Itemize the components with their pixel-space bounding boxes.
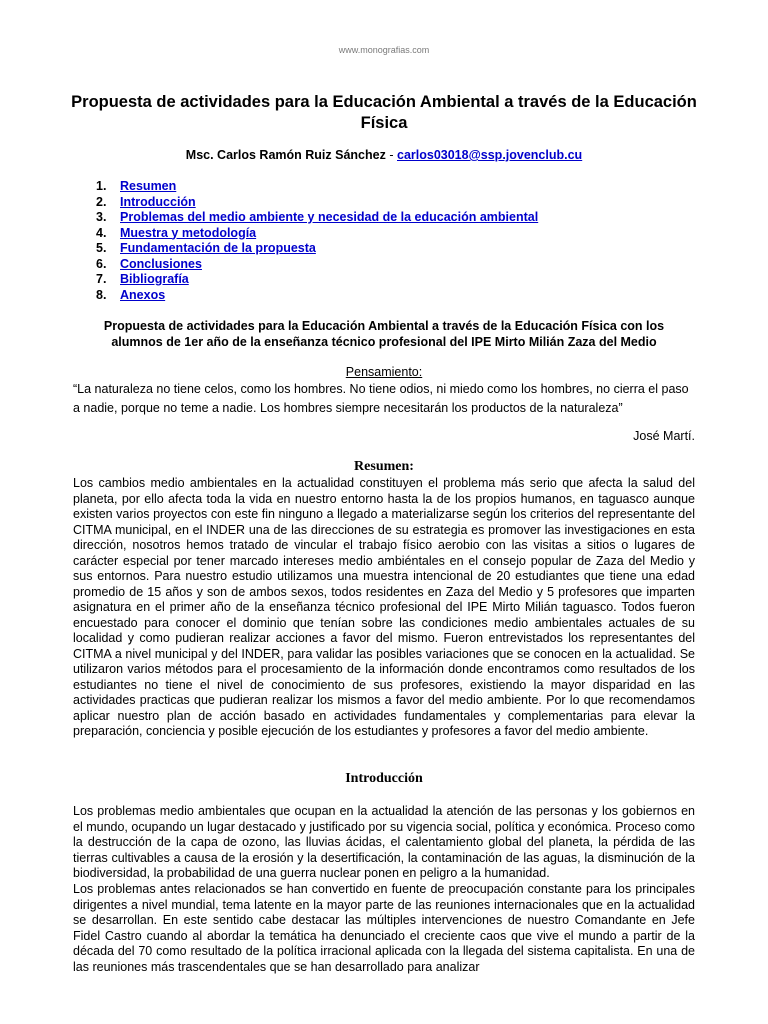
introduccion-heading: Introducción	[345, 771, 423, 786]
author-email-link[interactable]: carlos03018@ssp.jovenclub.cu	[397, 148, 583, 162]
author-separator: -	[389, 148, 394, 162]
toc-number: 3.	[96, 210, 107, 224]
toc-number: 4.	[96, 225, 107, 240]
toc-item-fundamentacion	[96, 241, 538, 257]
introduccion-paragraph-2: Los problemas antes relacionados se han convertido en fuente de preocupación constante para los principales dirigentes a nivel mundial, tema latente en la mayor parte de las reuniones internacionales que en la actualidad se desarrollan. En este sentido cabe destacar las múltiples intervenciones de nuestro Comandante en Jefe Fidel Castro cuando al abordar la temática ha denunciado el creciente caos que vive el mundo a partir de la década del 70 como resultado de la política irracional aplicada con la llegada del sistema capitalista. En una de las reuniones más trascendentales que se han desarrollado para analizar	[73, 882, 695, 974]
resumen-text: Los cambios medio ambientales en la actualidad constituyen el problema más serio que afecta la salud del planeta, por ello afecta toda la vida en nuestro entorno hasta la de los propios humanos, en taguasco aunque existen varios proyectos con este fin ninguno a llegado a materializarse según los criterios del representante del CITMA municipal, en el INDER una de las direcciones de su estrategia es promover las investigaciones en esta dirección, nosotros hemos tratado de vincular el trabajo físico aerobio con las visitas a sitios o lugares de carácter especial por tener marcado intereses medio ambiéntales en el consejo popular de Zaza del Medio y sus entornos. Para nuestro estudio utilizamos una muestra intencional de 20 estudiantes que tiene una edad promedio de 15 años y son de ambos sexos, todos residentes en Zaza del Medio y 5 profesores que imparten asignatura en el primer año de la enseñanza técnico profesional del IPE Mirto Milián taguasco. Todos fueron encuestado para conocer el dominio que tenían sobre las condiciones medio ambientales actuales de su localidad y como pudieran realizar acciones a favor del mismo. Fueron entrevistados los representantes del CITMA a nivel municipal y del INDER, para validar las posibles variaciones que se conocen en la actualidad. Se utilizaron varios métodos para el procesamiento de la información donde encontramos como resultados de los estudiantes no tiene el nivel de conocimiento de sus profesores, existiendo la mayor disparidad en las actividades practicas que pudieran realizar los mismos a favor del medio ambiente. Por lo que recomendamos aplicar nuestro plan de acción basado en actividades fundamentales y complementarias para elevar la preparación, conciencia y posible ejecución de los estudiantes y profesores a favor del medio ambiente.	[73, 476, 695, 738]
toc-number: 5.	[96, 241, 107, 255]
toc-link-fundamentacion[interactable]: Fundamentación de la propuesta	[120, 241, 316, 255]
toc-link-resumen[interactable]: Resumen	[120, 179, 177, 193]
toc-link-anexos[interactable]: Anexos	[120, 287, 166, 302]
toc-item-introduccion	[96, 195, 538, 211]
introduccion-paragraph-1: Los problemas medio ambientales que ocupan en la actualidad la atención de las personas y los gobiernos en el mundo, ocupando un lugar destacado y justificado por su vigencia social, política y económica. Proceso como la destrucción de la capa de ozono, las lluvias ácidas, el calentamiento global del planeta, la pérdida de las tierras cultivables a causa de la erosión y la desertificación, la contaminación de las aguas, la disminución de la biodiversidad, la probabilidad de una guerra nuclear ponen en peligro a la humanidad.	[73, 804, 695, 880]
toc-link-problemas[interactable]: Problemas del medio ambiente y necesidad de la educación ambiental	[120, 210, 539, 224]
toc-item-bibliografia	[96, 272, 538, 288]
author-line	[0, 148, 768, 162]
toc-number: 1.	[96, 179, 107, 193]
toc-link-muestra[interactable]: Muestra y metodología	[120, 225, 257, 240]
toc-item-anexos	[96, 288, 538, 304]
document-title: Propuesta de actividades para la Educación Ambiental a través de la Educación Física	[71, 93, 697, 132]
thought-label: Pensamiento:	[345, 365, 423, 379]
resumen-heading: Resumen:	[354, 459, 414, 474]
toc-item-conclusiones	[96, 257, 538, 273]
toc-number: 7.	[96, 272, 107, 286]
toc-link-bibliografia[interactable]: Bibliografía	[120, 272, 189, 286]
author-name: Msc. Carlos Ramón Ruiz Sánchez	[185, 148, 386, 162]
toc-link-introduccion[interactable]: Introducción	[120, 194, 196, 209]
toc-link-conclusiones[interactable]: Conclusiones	[120, 256, 202, 271]
toc-number: 2.	[96, 194, 107, 209]
source-site: www.monografias.com	[338, 45, 430, 55]
toc-number: 8.	[96, 287, 107, 302]
document-subtitle: Propuesta de actividades para la Educación Ambiental a través de la Educación Física con los alumnos de 1er año de la enseñanza técnico profesional del IPE Mirto Milián Zaza del Medio	[103, 319, 665, 349]
thought-quote: “La naturaleza no tiene celos, como los hombres. No tiene odios, ni miedo como los hombres, no cierra el paso a nadie, porque no teme a nadie. Los hombres siempre necesitarán los productos de la naturaleza”	[73, 382, 689, 415]
toc-item-muestra	[96, 226, 538, 242]
quote-author: José Martí.	[633, 429, 695, 443]
table-of-contents	[96, 179, 538, 303]
toc-item-resumen	[96, 179, 538, 195]
toc-item-problemas	[96, 210, 538, 226]
toc-number: 6.	[96, 256, 107, 271]
